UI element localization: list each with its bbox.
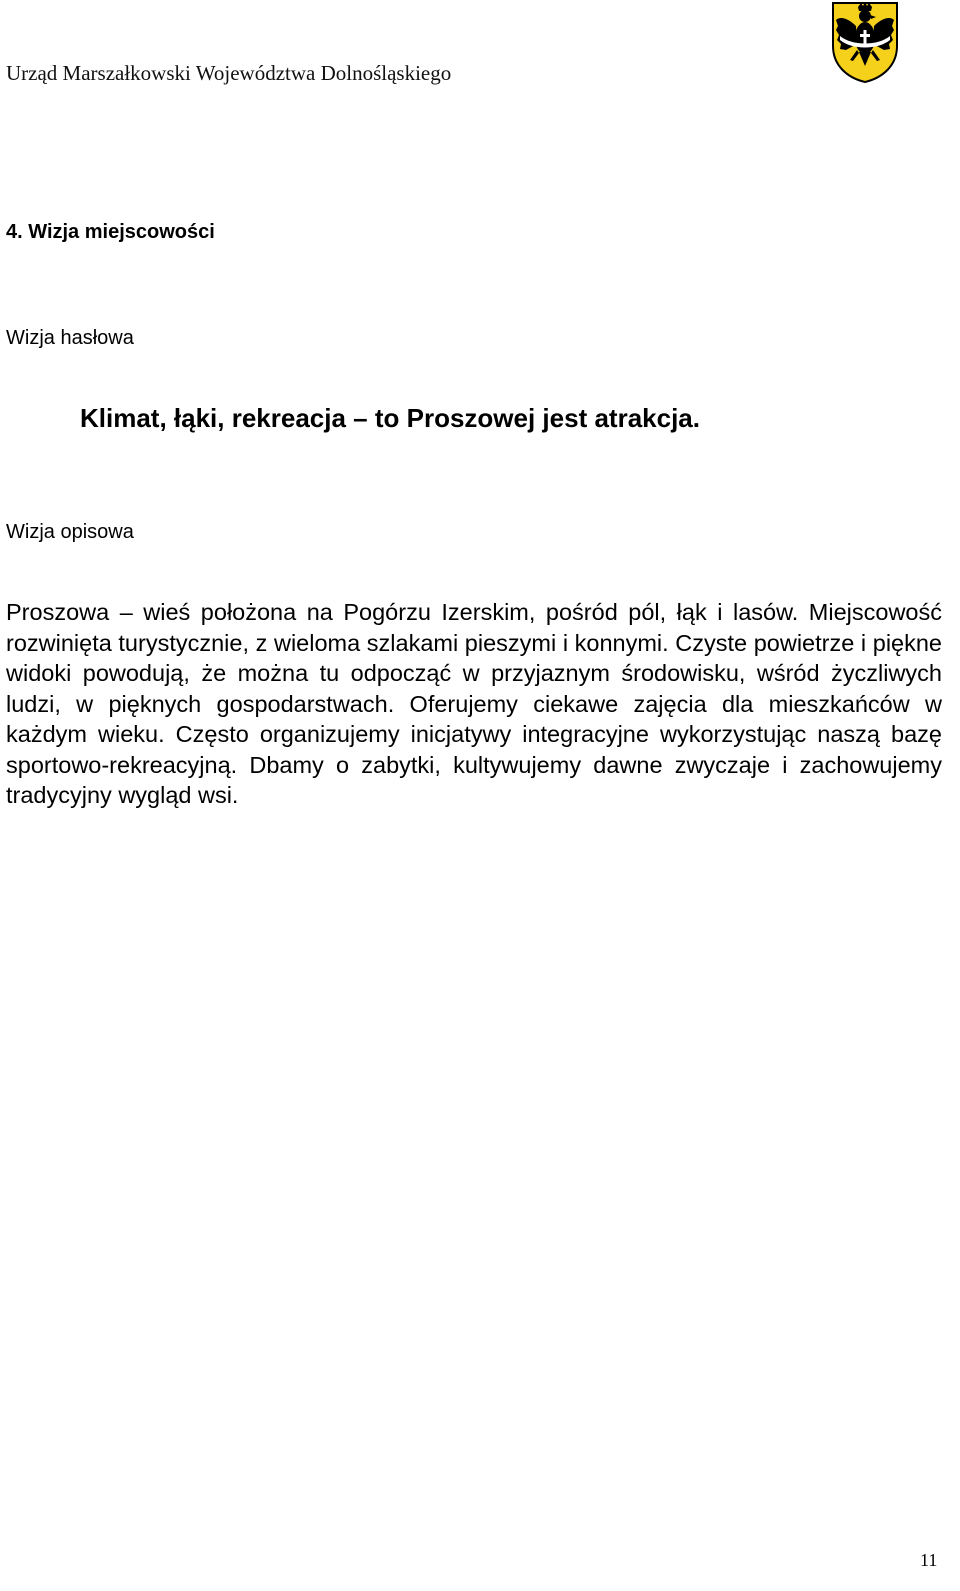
vision-description-paragraph: Proszowa – wieś położona na Pogórzu Izerskim, pośród pól, łąk i lasów. Miejscowość rozwinięta turystycznie, z wieloma szlakami pieszymi i konnymi. Czyste powietrze i piękne widoki powodują, że można tu odpocząć w przyjaznym środowisku, wśród życzliwych ludzi, w pięknych gospodarstwach. Oferujemy ciekawe zajęcia dla mieszkańców w każdym wieku. Często organizujemy inicjatywy integracyjne wykorzystując naszą bazę sportowo-rekreacyjną. Dbamy o zabytki, kultywujemy dawne zwyczaje i zachowujemy tradycyjny wygląd wsi.: [6, 599, 942, 808]
vision-description-label: Wizja opisowa: [6, 521, 134, 543]
section-heading: 4. Wizja miejscowości: [6, 221, 215, 243]
vision-slogan-text: Klimat, łąki, rekreacja – to Proszowej jest atrakcja.: [80, 403, 700, 433]
page-number: 11: [920, 1550, 938, 1570]
header-institution-name: Urząd Marszałkowski Województwa Dolnośląskiego: [6, 61, 452, 85]
eagle-coat-of-arms-icon: [830, 0, 900, 84]
vision-slogan-label: Wizja hasłowa: [6, 327, 134, 349]
